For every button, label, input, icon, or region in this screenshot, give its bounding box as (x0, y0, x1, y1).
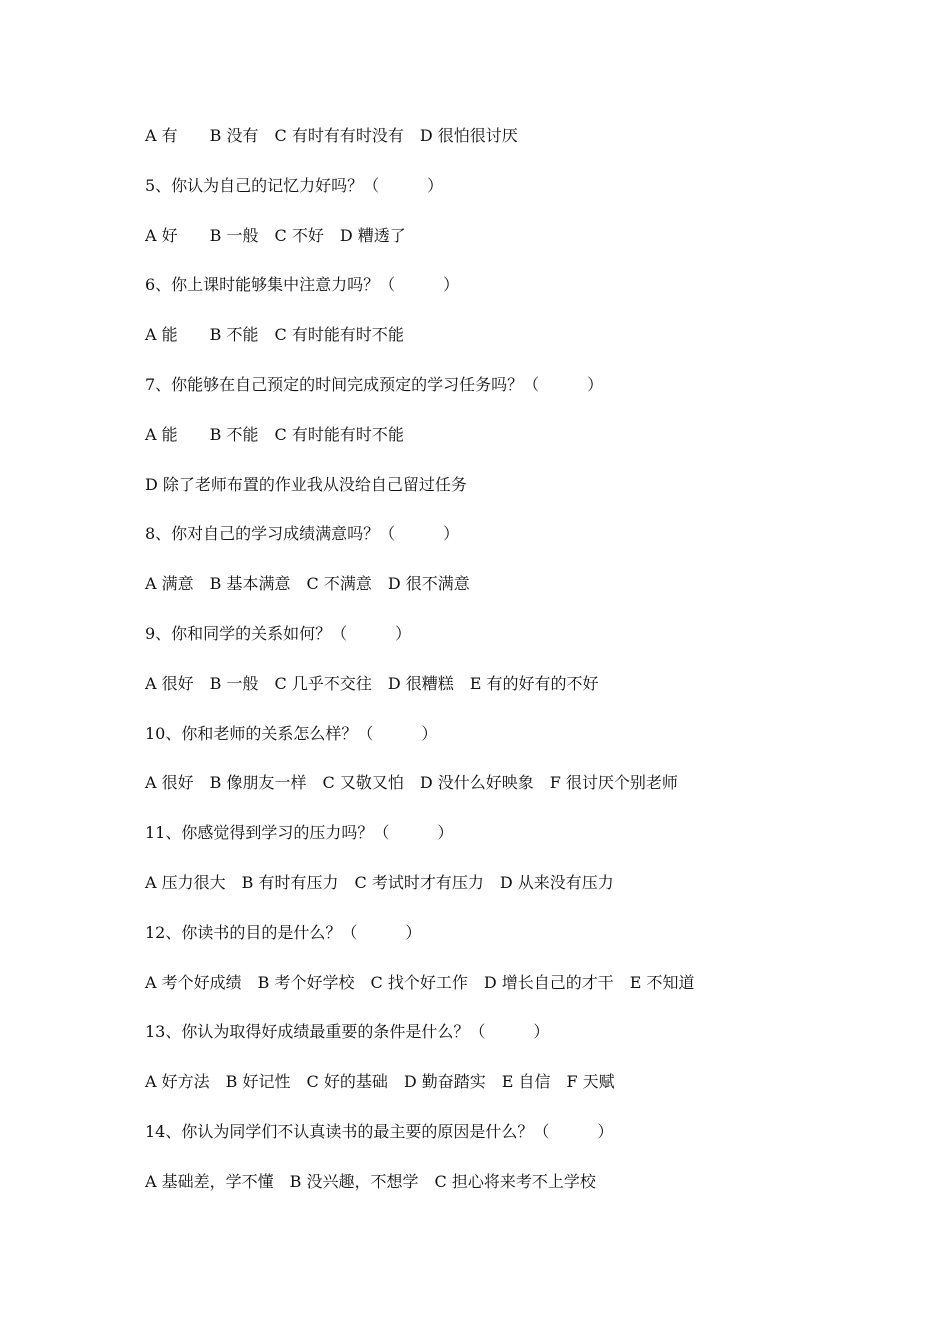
options-line: A 压力很大 B 有时有压力 C 考试时才有压力 D 从来没有压力 (145, 872, 614, 892)
options-line: A 满意 B 基本满意 C 不满意 D 很不满意 (145, 574, 470, 594)
options-line: A 能 B 不能 C 有时能有时不能 (145, 325, 404, 345)
question-line: 13、你认为取得好成绩最重要的条件是什么？（ ） (145, 1022, 550, 1042)
questionnaire-body (145, 124, 905, 1220)
options-line: A 有 B 没有 C 有时有有时没有 D 很怕很讨厌 (145, 126, 518, 145)
options-line: D 除了老师布置的作业我从没给自己留过任务 (145, 474, 467, 494)
question-line: 5、你认为自己的记忆力好吗？（ ） (145, 175, 444, 195)
question-line: 12、你读书的目的是什么？（ ） (145, 922, 422, 942)
options-line: A 考个好成绩 B 考个好学校 C 找个好工作 D 增长自己的才干 E 不知道 (145, 972, 695, 992)
question-line: 14、你认为同学们不认真读书的最主要的原因是什么？（ ） (145, 1121, 614, 1141)
options-line: A 好方法 B 好记性 C 好的基础 D 勤奋踏实 E 自信 F 天赋 (145, 1072, 615, 1092)
question-line: 9、你和同学的关系如何？（ ） (145, 623, 412, 643)
question-line: 8、你对自己的学习成绩满意吗？（ ） (145, 524, 460, 544)
options-line: A 很好 B 一般 C 几乎不交往 D 很糟糕 E 有的好有的不好 (145, 673, 599, 693)
question-line: 11、你感觉得到学习的压力吗？（ ） (145, 823, 454, 843)
options-line: A 基础差，学不懂 B 没兴趣，不想学 C 担心将来考不上学校 (145, 1171, 596, 1191)
question-line: 7、你能够在自己预定的时间完成预定的学习任务吗？（ ） (145, 374, 604, 394)
question-line: 6、你上课时能够集中注意力吗？（ ） (145, 275, 460, 295)
options-line: A 能 B 不能 C 有时能有时不能 (145, 424, 404, 444)
options-line: A 很好 B 像朋友一样 C 又敬又怕 D 没什么好映象 F 很讨厌个别老师 (145, 773, 678, 793)
options-line: A 好 B 一般 C 不好 D 糟透了 (145, 225, 406, 245)
question-line: 10、你和老师的关系怎么样？（ ） (145, 723, 438, 743)
